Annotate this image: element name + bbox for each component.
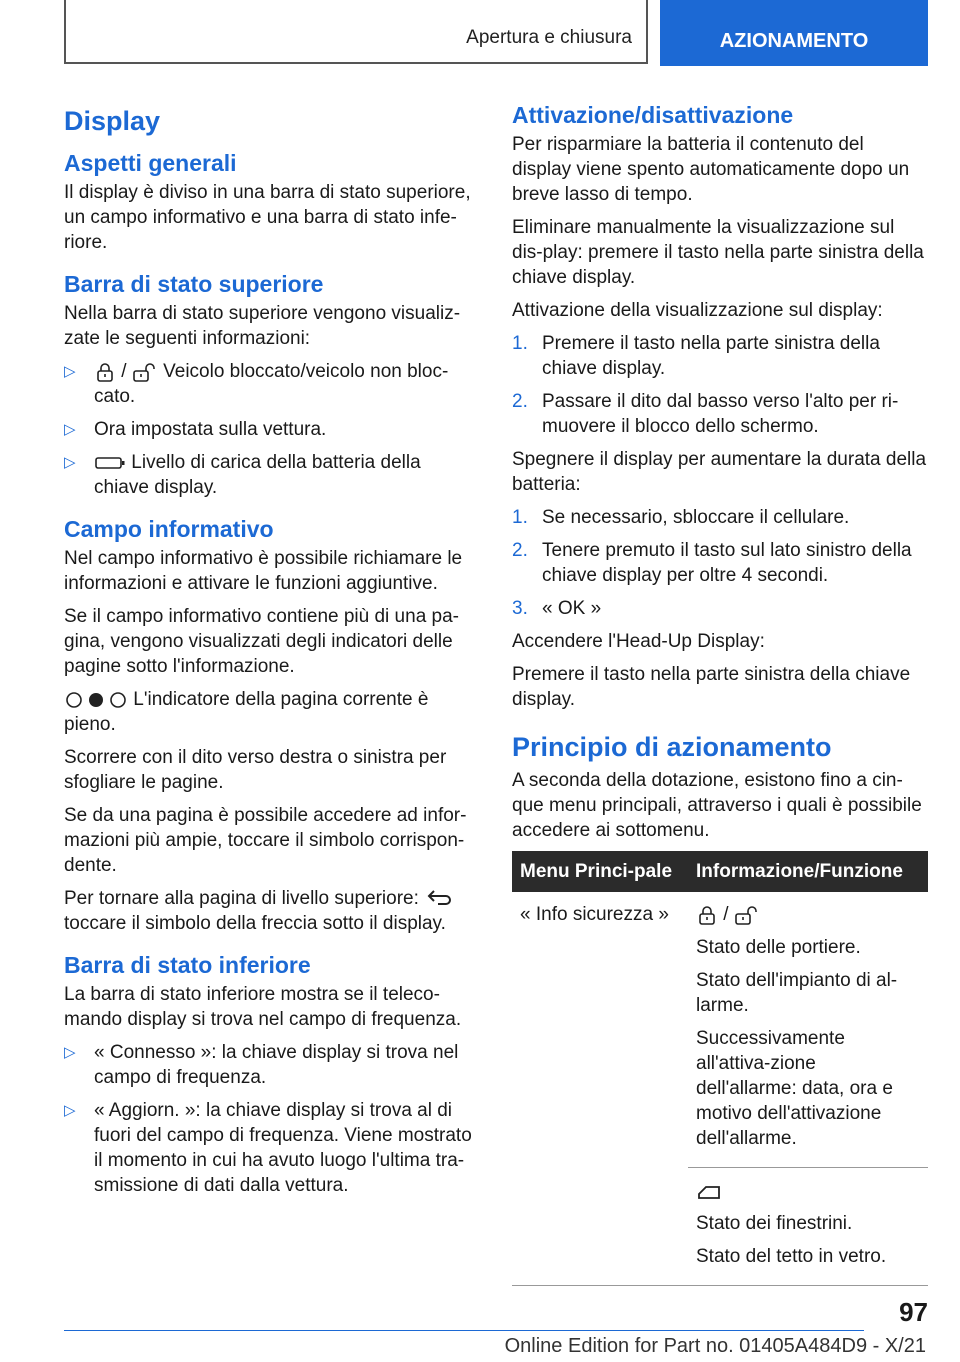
- step-text: Premere il tasto nella parte sinistra della chiave display.: [542, 333, 880, 379]
- list-item: [64, 1040, 480, 1090]
- lock-closed-icon: [696, 905, 718, 925]
- paragraph-info-3-text: L'indicatore della pagina corrente è pieno.: [64, 689, 429, 735]
- table-header-function: Informazione/Funzione: [688, 851, 928, 892]
- left-column: [64, 98, 480, 1206]
- step-item: [512, 538, 928, 588]
- slash-separator: /: [121, 361, 127, 382]
- step-text: Passare il dito dal basso verso l'alto per ri-muovere il blocco dello schermo.: [542, 391, 899, 437]
- table-text: Successivamente all'attiva-zione dell'allarme: data, ora e motivo dell'attivazione dell'allarme.: [696, 1028, 893, 1149]
- table-icon-line: [696, 1178, 920, 1203]
- paragraph-info-6a: Per tornare alla pagina di livello superiore:: [64, 888, 419, 909]
- step-text: Se necessario, sbloccare il cellulare.: [542, 507, 850, 528]
- list-item: [64, 359, 480, 409]
- header-chapter-tab: AZIONAMENTO: [660, 0, 928, 66]
- back-arrow-icon: [424, 888, 454, 910]
- paragraph-info-4: Scorrere con il dito verso destra o sinistra per sfogliare le pagine.: [64, 747, 447, 793]
- list-item-text: Veicolo bloccato/veicolo non bloc-cato.: [94, 361, 449, 407]
- list-item-text: « Aggiorn. »: la chiave display si trova al di fuori del campo di frequenza. Viene mostrato il momento in cui ha avuto luogo l'ultima tra-smissione di dati dalla vettura.: [94, 1100, 472, 1196]
- window-icon: [696, 1181, 722, 1201]
- top-bar-list: [64, 359, 480, 500]
- activation-steps: [512, 331, 928, 439]
- paragraph-info-3: [64, 687, 480, 737]
- paragraph-principle: A seconda della dotazione, esistono fino a cin-que menu principali, attraverso i quali è possibile accedere ai sottomenu.: [512, 770, 922, 841]
- slash-separator: /: [723, 904, 729, 925]
- page-indicator-dots-icon: [64, 690, 128, 710]
- table-cell-menu: « Info sicurezza »: [520, 904, 669, 925]
- paragraph-activation-1: Per risparmiare la batteria il contenuto del display viene spento automaticamente dopo un breve lasso di tempo.: [512, 134, 910, 205]
- header-section-box: [64, 0, 648, 64]
- right-column: [512, 98, 928, 1286]
- paragraph-activation-4: Spegnere il display per aumentare la durata della batteria:: [512, 449, 927, 495]
- list-item: [64, 1098, 480, 1198]
- step-number: 2.: [512, 540, 528, 561]
- heading-activation: Attivazione/disattivazione: [512, 102, 794, 128]
- lock-open-icon: [734, 905, 760, 925]
- paragraph-bottom-bar: La barra di stato inferiore mostra se il teleco-mando display si trova nel campo di frequenza.: [64, 984, 462, 1030]
- deactivation-steps: [512, 505, 928, 621]
- step-number: 2.: [512, 391, 528, 412]
- paragraph-info-6: [64, 886, 480, 936]
- lock-closed-icon: [94, 362, 116, 382]
- table-cell-function: [688, 892, 928, 1168]
- step-number: 3.: [512, 598, 528, 619]
- bullet-triangle-icon: ▷: [64, 1044, 76, 1061]
- paragraph-general: Il display è diviso in una barra di stato superiore, un campo informativo e una barra di stato infe-riore.: [64, 182, 471, 253]
- heading-principle: Principio di azionamento: [512, 732, 832, 762]
- step-item: [512, 505, 928, 530]
- paragraph-top-bar: Nella barra di stato superiore vengono visualiz-zate le seguenti informazioni:: [64, 303, 461, 349]
- table-text: Stato dei finestrini.: [696, 1213, 853, 1234]
- table-text: Stato del tetto in vetro.: [696, 1246, 887, 1267]
- bullet-triangle-icon: ▷: [64, 363, 76, 380]
- list-item: [64, 417, 480, 442]
- heading-general: Aspetti generali: [64, 150, 237, 176]
- table-cell-menu-empty: [512, 1168, 688, 1286]
- battery-icon: [94, 455, 126, 471]
- table-cell-function: [688, 1168, 928, 1286]
- step-text: Tenere premuto il tasto sul lato sinistro della chiave display per oltre 4 secondi.: [542, 540, 912, 586]
- table-text: Stato dell'impianto di al-larme.: [696, 970, 898, 1016]
- paragraph-info-6b: toccare il simbolo della freccia sotto il display.: [64, 913, 446, 934]
- step-number: 1.: [512, 333, 528, 354]
- bullet-triangle-icon: ▷: [64, 1102, 76, 1119]
- header-section-title: Apertura e chiusura: [466, 27, 632, 48]
- table-row: [512, 1168, 928, 1286]
- list-item: [64, 450, 480, 500]
- table-header-menu: Menu Princi-pale: [512, 851, 688, 892]
- paragraph-info-1: Nel campo informativo è possibile richiamare le informazioni e attivare le funzioni aggiuntive.: [64, 548, 463, 594]
- paragraph-activation-3: Attivazione della visualizzazione sul display:: [512, 300, 883, 321]
- list-item-text: Ora impostata sulla vettura.: [94, 419, 327, 440]
- bullet-triangle-icon: ▷: [64, 421, 76, 438]
- step-text: « OK »: [542, 598, 602, 619]
- lock-open-icon: [132, 362, 158, 382]
- footer-edition: Online Edition for Part no. 01405A484D9 - X/21: [504, 1335, 926, 1357]
- heading-display: Display: [64, 106, 161, 136]
- page-header: [64, 0, 928, 66]
- footer-divider: [64, 1330, 864, 1331]
- paragraph-info-5: Se da una pagina è possibile accedere ad infor-mazioni più ampie, toccare il simbolo corrispon-dente.: [64, 805, 467, 876]
- step-number: 1.: [512, 507, 528, 528]
- heading-bottom-bar: Barra di stato inferiore: [64, 952, 311, 978]
- step-item: [512, 331, 928, 381]
- paragraph-activation-5: Accendere l'Head-Up Display:: [512, 631, 765, 652]
- paragraph-activation-6: Premere il tasto nella parte sinistra della chiave display.: [512, 664, 911, 710]
- paragraph-info-2: Se il campo informativo contiene più di una pa-gina, vengono visualizzati degli indicatori delle pagine sotto l'informazione.: [64, 606, 460, 677]
- heading-info-field: Campo informativo: [64, 516, 274, 542]
- bullet-triangle-icon: ▷: [64, 454, 76, 471]
- step-item: [512, 596, 928, 621]
- list-item-text: Livello di carica della batteria della chiave display.: [94, 452, 421, 498]
- menu-table: [512, 851, 928, 1286]
- table-row: [512, 892, 928, 1168]
- table-header-row: [512, 851, 928, 892]
- table-text: Stato delle portiere.: [696, 937, 861, 958]
- heading-top-bar: Barra di stato superiore: [64, 271, 324, 297]
- table-icon-line: [696, 902, 920, 927]
- list-item-text: « Connesso »: la chiave display si trova nel campo di frequenza.: [94, 1042, 459, 1088]
- bottom-bar-list: [64, 1040, 480, 1198]
- page-number: 97: [899, 1297, 928, 1327]
- paragraph-activation-2: Eliminare manualmente la visualizzazione sul dis-play: premere il tasto nella parte sinistra della chiave display.: [512, 217, 924, 288]
- step-item: [512, 389, 928, 439]
